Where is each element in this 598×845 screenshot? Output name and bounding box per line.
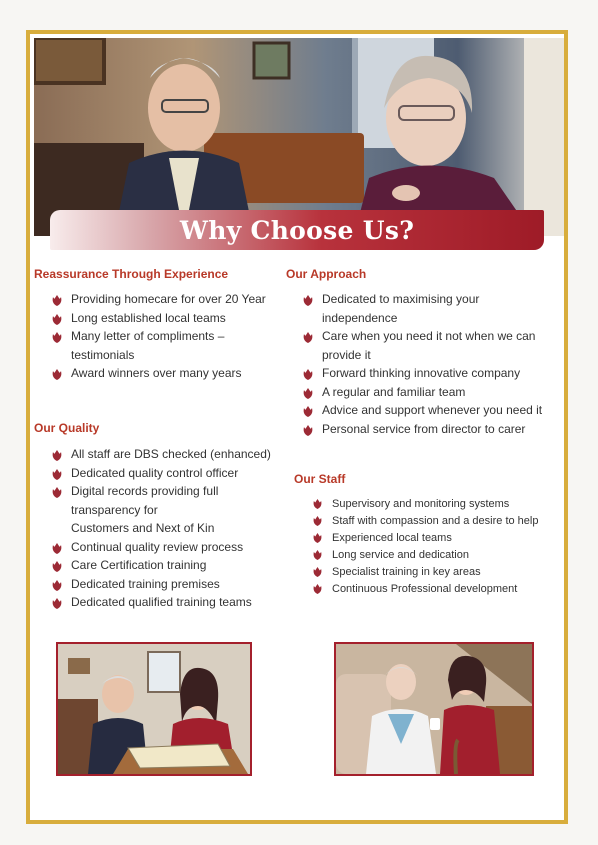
list-item: Staff with compassion and a desire to help <box>313 513 563 530</box>
flower-bud-icon <box>313 583 322 593</box>
list-item: A regular and familiar team <box>303 383 565 402</box>
list-item: Continual quality review process <box>52 538 292 557</box>
photo-scrabble <box>56 642 252 776</box>
list-item: Long service and dedication <box>313 547 563 564</box>
quality-heading: Our Quality <box>34 421 100 435</box>
reassurance-list <box>52 290 292 383</box>
list-item: Digital records providing full transparency for Customers and Next of Kin <box>52 482 292 538</box>
flower-bud-icon <box>303 386 313 397</box>
flower-bud-icon <box>303 330 313 341</box>
reassurance-heading: Reassurance Through Experience <box>34 267 229 281</box>
flower-bud-icon <box>303 293 313 304</box>
list-item: Forward thinking innovative company <box>303 364 565 383</box>
list-item: Continuous Professional development <box>313 581 563 598</box>
flower-bud-icon <box>52 578 62 589</box>
flower-bud-icon <box>303 367 313 378</box>
list-item: Dedicated qualified training teams <box>52 593 292 612</box>
page-title: Why Choose Us? <box>179 215 415 245</box>
list-item: Personal service from director to carer <box>303 420 565 439</box>
flower-bud-icon <box>52 367 62 378</box>
hero-illustration <box>34 38 564 236</box>
list-item: All staff are DBS checked (enhanced) <box>52 445 292 464</box>
list-item: Dedicated to maximising your independence <box>303 290 565 327</box>
flower-bud-icon <box>52 448 62 459</box>
list-item: Long established local teams <box>52 309 292 328</box>
list-item: Specialist training in key areas <box>313 564 563 581</box>
flower-bud-icon <box>52 293 62 304</box>
flower-bud-icon <box>303 404 313 415</box>
photo-scrabble-illustration <box>58 644 250 774</box>
flower-bud-icon <box>313 532 322 542</box>
list-item: Care Certification training <box>52 556 292 575</box>
flower-bud-icon <box>313 549 322 559</box>
list-item: Dedicated training premises <box>52 575 292 594</box>
flower-bud-icon <box>52 485 62 496</box>
flower-bud-icon <box>52 559 62 570</box>
flower-bud-icon <box>313 566 322 576</box>
list-item: Advice and support whenever you need it <box>303 401 565 420</box>
approach-heading: Our Approach <box>286 267 367 281</box>
flower-bud-icon <box>52 541 62 552</box>
flower-bud-icon <box>303 423 313 434</box>
hero-photo <box>34 38 564 236</box>
flower-bud-icon <box>52 330 62 341</box>
flower-bud-icon <box>52 596 62 607</box>
photo-carer-illustration <box>336 644 532 774</box>
list-item: Care when you need it not when we can provide it <box>303 327 565 364</box>
flower-bud-icon <box>313 515 322 525</box>
page-frame <box>26 30 568 824</box>
list-item: Experienced local teams <box>313 530 563 547</box>
staff-heading: Our Staff <box>294 472 346 486</box>
flower-bud-icon <box>52 467 62 478</box>
list-item: Award winners over many years <box>52 364 292 383</box>
approach-list <box>303 290 565 438</box>
list-item: Supervisory and monitoring systems <box>313 496 563 513</box>
list-item: Dedicated quality control officer <box>52 464 292 483</box>
flower-bud-icon <box>313 498 322 508</box>
photo-carer <box>334 642 534 776</box>
list-item: Many letter of compliments – testimonials <box>52 327 292 364</box>
list-item: Providing homecare for over 20 Year <box>52 290 292 309</box>
quality-list <box>52 445 292 612</box>
staff-list <box>313 496 563 598</box>
flower-bud-icon <box>52 312 62 323</box>
title-banner <box>50 210 544 250</box>
